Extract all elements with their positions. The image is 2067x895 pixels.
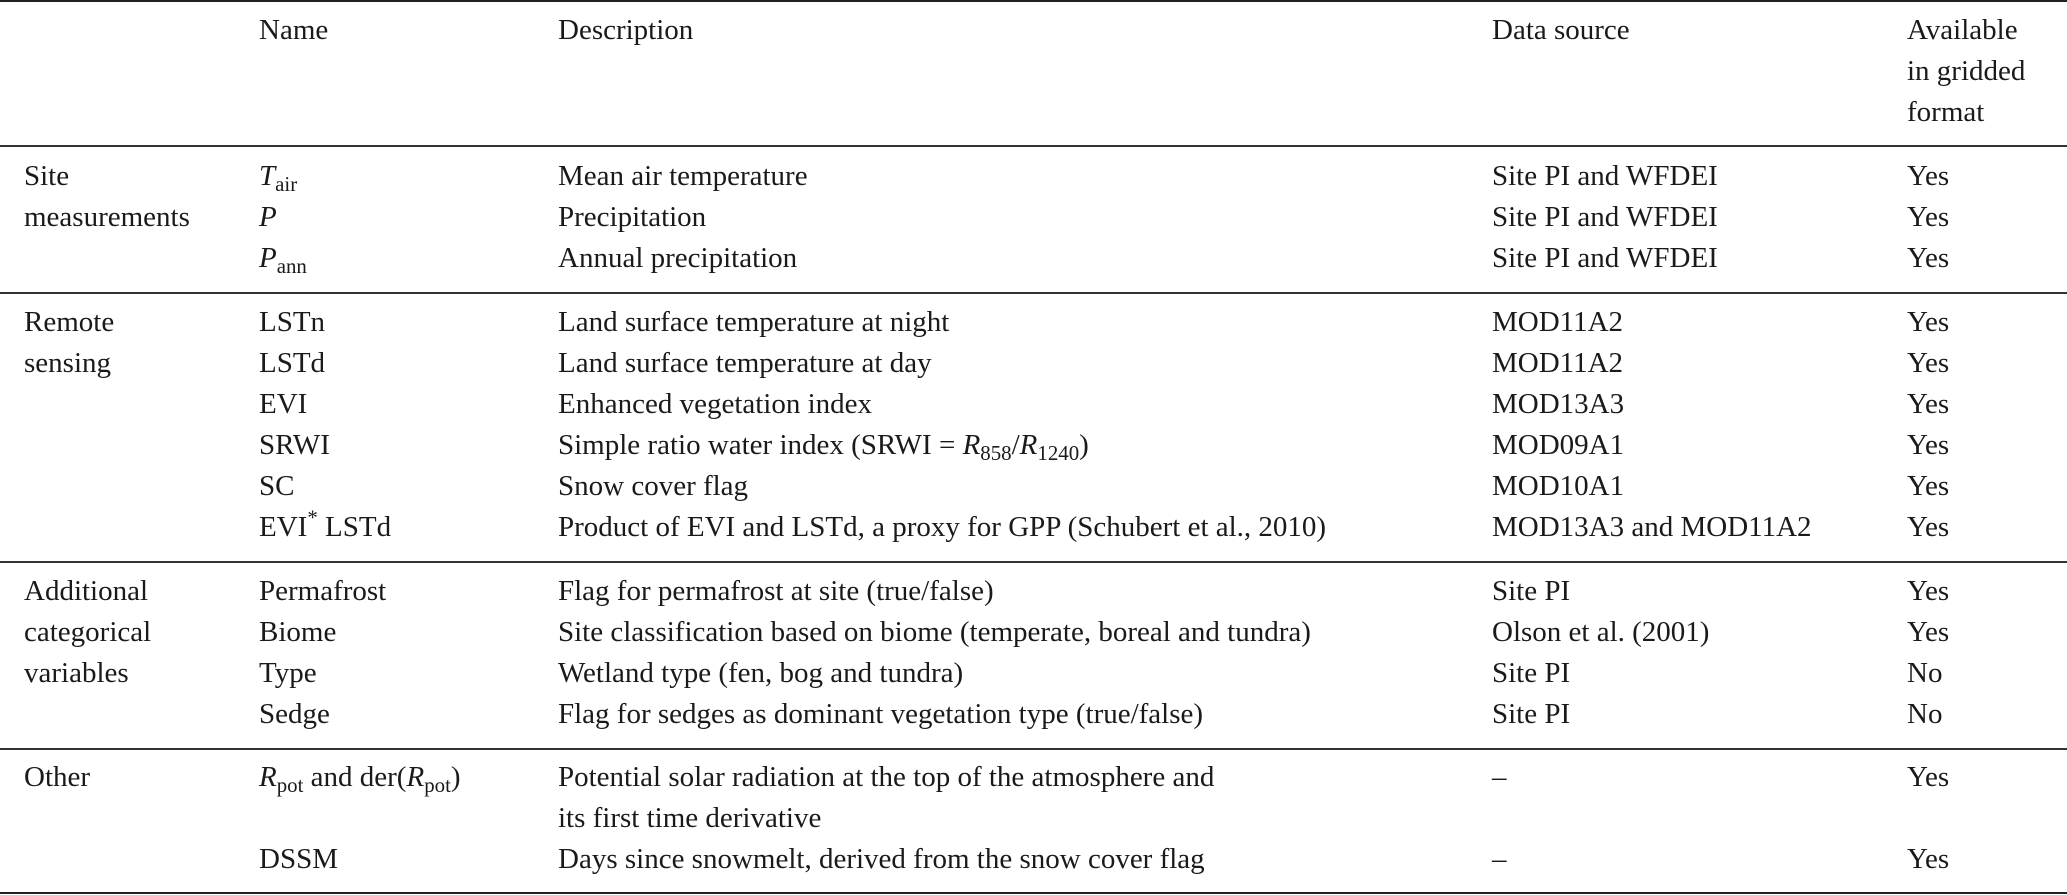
variable-description: Site classification based on biome (temperate, boreal and tundra) — [558, 616, 1311, 648]
variable-name: LSTn — [259, 306, 326, 338]
data-source: MOD09A1 — [1492, 429, 1625, 461]
available-flag: Yes — [1907, 242, 1950, 274]
group-label-line: Additional — [24, 575, 149, 607]
variable-name: SRWI — [259, 429, 330, 461]
group-label-line: variables — [24, 657, 129, 689]
header-name: Name — [259, 14, 329, 46]
variable-description: Mean air temperature — [558, 160, 808, 192]
data-source: MOD11A2 — [1492, 347, 1624, 379]
header-available-line-2: in gridded — [1907, 55, 2026, 87]
variable-description-line: Potential solar radiation at the top of the atmosphere and — [558, 761, 1215, 793]
variable-description: Wetland type (fen, bog and tundra) — [558, 657, 964, 689]
header-rule — [0, 145, 2067, 147]
available-flag: Yes — [1907, 429, 1950, 461]
variable-description: Simple ratio water index (SRWI = $R_{858}/R_{1240}$) — [558, 429, 1089, 465]
variable-name: DSSM — [259, 843, 338, 875]
data-source: Site PI and WFDEI — [1492, 242, 1718, 274]
variable-description: Enhanced vegetation index — [558, 388, 873, 420]
variable-name: Biome — [259, 616, 337, 648]
variable-name: EVI* LSTd — [259, 505, 392, 543]
available-flag: Yes — [1907, 511, 1950, 543]
group-label-line: measurements — [24, 201, 190, 233]
data-source: MOD10A1 — [1492, 470, 1625, 502]
variable-name: $T_{air}$ — [259, 160, 298, 196]
group-label-line: Site — [24, 160, 70, 192]
variable-description: Land surface temperature at night — [558, 306, 950, 338]
header-source: Data source — [1492, 14, 1630, 46]
data-source: Olson et al. (2001) — [1492, 616, 1710, 648]
data-source: MOD13A3 — [1492, 388, 1625, 420]
section-rule — [0, 292, 2067, 294]
variable-name: EVI — [259, 388, 308, 420]
variable-name: SC — [259, 470, 295, 502]
variable-name: Permafrost — [259, 575, 387, 607]
variable-description: Precipitation — [558, 201, 707, 233]
available-flag: Yes — [1907, 470, 1950, 502]
variable-description: Flag for permafrost at site (true/false) — [558, 575, 994, 607]
variable-name: Type — [259, 657, 317, 689]
available-flag: Yes — [1907, 616, 1950, 648]
data-source: Site PI — [1492, 657, 1571, 689]
variable-description: Land surface temperature at day — [558, 347, 932, 379]
variable-description: Product of EVI and LSTd, a proxy for GPP (Schubert et al., 2010) — [558, 511, 1327, 543]
data-source: MOD11A2 — [1492, 306, 1624, 338]
data-source: Site PI and WFDEI — [1492, 160, 1718, 192]
table-top-rule — [0, 0, 2067, 2]
variable-description: Days since snowmelt, derived from the snow cover flag — [558, 843, 1205, 875]
available-flag: No — [1907, 698, 1943, 730]
group-label-line: Remote — [24, 306, 115, 338]
table-bottom-rule — [0, 892, 2067, 894]
variable-name: P — [259, 201, 277, 233]
available-flag: Yes — [1907, 306, 1950, 338]
available-flag: Yes — [1907, 160, 1950, 192]
data-source: – — [1492, 843, 1507, 875]
variable-description-line: its first time derivative — [558, 802, 822, 834]
available-flag: Yes — [1907, 388, 1950, 420]
variable-name: LSTd — [259, 347, 326, 379]
data-source: Site PI — [1492, 575, 1571, 607]
variable-name: $R_{pot}$ and $der(R_{pot})$ — [259, 761, 461, 797]
available-flag: No — [1907, 657, 1943, 689]
data-source: Site PI — [1492, 698, 1571, 730]
group-label-line: categorical — [24, 616, 152, 648]
variable-name: $P_{ann}$ — [259, 242, 307, 278]
header-available-line-1: Available — [1907, 14, 2018, 46]
section-rule — [0, 748, 2067, 750]
data-source: Site PI and WFDEI — [1492, 201, 1718, 233]
variable-name: Sedge — [259, 698, 330, 730]
data-source: MOD13A3 and MOD11A2 — [1492, 511, 1812, 543]
group-label-line: Other — [24, 761, 91, 793]
available-flag: Yes — [1907, 761, 1950, 793]
header-available-line-3: format — [1907, 96, 1985, 128]
data-source: – — [1492, 761, 1507, 793]
variable-description: Flag for sedges as dominant vegetation type (true/false) — [558, 698, 1204, 730]
group-label-line: sensing — [24, 347, 111, 379]
available-flag: Yes — [1907, 843, 1950, 875]
variable-description: Annual precipitation — [558, 242, 798, 274]
header-description: Description — [558, 14, 694, 46]
available-flag: Yes — [1907, 201, 1950, 233]
variable-description: Snow cover flag — [558, 470, 749, 502]
section-rule — [0, 561, 2067, 563]
available-flag: Yes — [1907, 575, 1950, 607]
available-flag: Yes — [1907, 347, 1950, 379]
